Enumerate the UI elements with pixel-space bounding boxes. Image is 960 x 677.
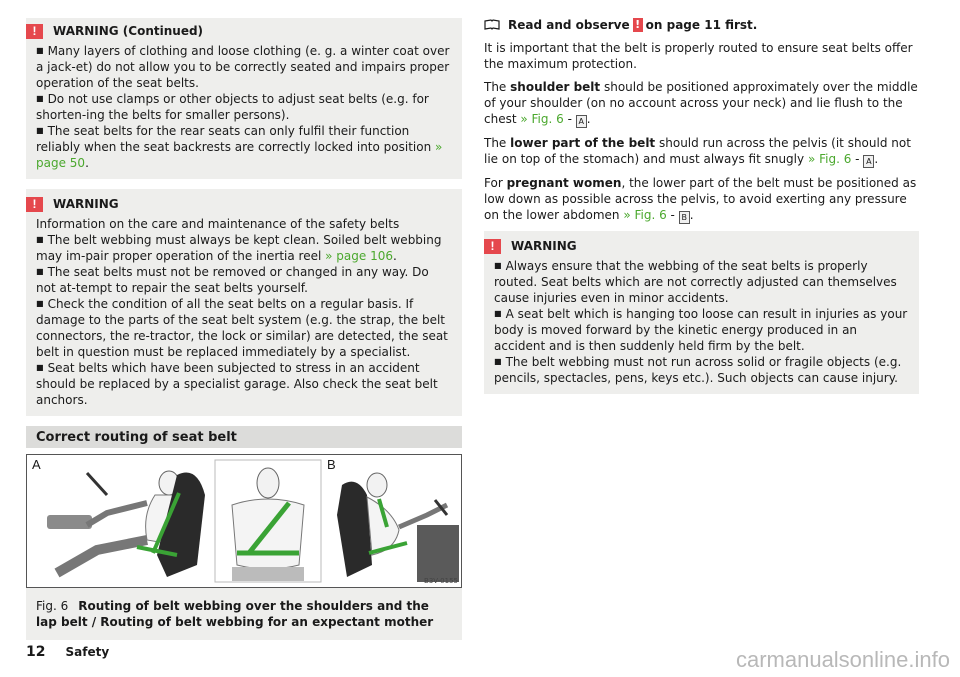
intro-text: on page 11 first. — [645, 18, 758, 32]
warning-item: ■ The seat belts for the rear seats can only fulfil their function reliably when the seat backrests are correctly locked into position » page 50. — [36, 123, 452, 171]
separator: - — [666, 208, 679, 222]
warning-item: ■ Seat belts which have been subjected to stress in an accident should be replaced by a specialist garage. Also check the seat belt anchors. — [36, 360, 452, 408]
warning-icon: ! — [633, 18, 643, 32]
warning-item: ■ Always ensure that the webbing of the seat belts is properly routed. Seat belts which are not correctly adjusted can themselves cause injuries even in minor accidents. — [494, 258, 909, 306]
figure-caption — [26, 588, 462, 634]
read-observe-note — [484, 18, 919, 32]
warning-icon: ! — [26, 197, 43, 212]
warning-body — [36, 216, 452, 408]
paragraph-pregnant: For pregnant women, the lower part of the belt must be positioned as low down as possible across the pelvis, to avoid exerting any pressure on the lower abdomen » Fig. 6 - B . — [484, 176, 917, 222]
section-title: Correct routing of seat belt — [26, 426, 462, 448]
text: The — [484, 80, 507, 94]
paragraph-lower-belt: The lower part of the belt should run across the pelvis (it should not lie on top of the stomach) and must always fit snugly » Fig. 6 - A . — [484, 136, 911, 166]
figure-link[interactable]: » Fig. 6 — [807, 152, 852, 166]
warning-box-routing — [484, 231, 919, 394]
warning-intro: Information on the care and maintenance of the safety belts — [36, 217, 400, 231]
left-column — [26, 18, 462, 640]
warning-item: ■ The belt webbing must always be kept clean. Soiled belt webbing may im-pair proper operation of the inertia reel » page 106. — [36, 232, 452, 264]
panel-ref-box: A — [863, 155, 874, 168]
seat-belt-illustration — [27, 455, 461, 587]
figure-illustration — [26, 454, 462, 588]
warning-title: WARNING — [511, 239, 577, 253]
bold-term: pregnant women — [506, 176, 622, 190]
book-icon — [484, 19, 500, 31]
warning-item-text: ■ The belt webbing must always be kept clean. Soiled belt webbing may im-pair proper operation of the inertia reel — [36, 233, 441, 263]
panel-front-drawing — [215, 460, 321, 582]
warning-item: ■ Check the condition of all the seat belts on a regular basis. If damage to the parts of the seat belt system (e.g. the strap, the belt connectors, the re-tractor, the lock or similar) are detected, the seat belt in question must be replaced immediately by a specialist. — [36, 296, 452, 360]
text: , the lower part of the belt must be positioned as low down as possible across the pelvis, to avoid exerting any pressure on the lower abdomen — [484, 176, 917, 222]
panel-a-drawing — [47, 471, 205, 577]
panel-b-drawing — [325, 460, 459, 582]
warning-icon: ! — [484, 239, 501, 254]
warning-item: ■ Do not use clamps or other objects to adjust seat belts (e.g. for shorten-ing the belts for smaller persons). — [36, 91, 452, 123]
text: should be positioned approximately over the middle of your shoulder (on no account across your neck) and lie flush to the chest — [484, 80, 918, 126]
watermark: carmanualsonline.info — [735, 647, 950, 672]
panel-ref-box: A — [576, 115, 587, 128]
warning-item: ■ The belt webbing must not run across solid or fragile objects (e.g. pencils, spectacles, pens, keys etc.). Such objects can cause injury. — [494, 354, 909, 386]
warning-item: ■ Many layers of clothing and loose clothing (e. g. a winter coat over a jack-et) do not allow you to be correctly seated and impairs proper operation of the seat belts. — [36, 43, 452, 91]
paragraph: It is important that the belt is properly routed to ensure seat belts offer the maximum protection. — [484, 41, 913, 71]
warning-header — [26, 22, 452, 40]
bold-term: shoulder belt — [510, 80, 601, 94]
figure-6 — [26, 454, 462, 640]
warning-continued-box — [26, 18, 462, 179]
separator: - — [851, 152, 864, 166]
panel-label-a: A — [32, 457, 41, 472]
warning-item: ■ A seat belt which is hanging too loose can result in injuries as your body is moved forward by the kinetic energy produced in an accident and is then suddenly held firm by the belt. — [494, 306, 909, 354]
warning-body — [494, 258, 909, 386]
figure-number: Fig. 6 — [36, 599, 69, 613]
page-link[interactable]: » page 106 — [325, 249, 393, 263]
warning-header — [26, 195, 452, 213]
text: The — [484, 136, 507, 150]
warning-title: WARNING — [53, 197, 119, 211]
warning-item-text: ■ The seat belts for the rear seats can only fulfil their function reliably when the seat backrests are correctly locked into position — [36, 124, 431, 154]
warning-body — [36, 43, 452, 171]
warning-box-care — [26, 189, 462, 416]
warning-header — [484, 237, 909, 255]
figure-caption-text: Routing of belt webbing over the shoulders and the lap belt / Routing of belt webbing for an expectant mother — [36, 599, 434, 629]
text: should run across the pelvis (it should not lie on top of the stomach) and must always fit snugly — [484, 136, 911, 166]
panel-label-b: B — [327, 457, 336, 472]
text: For — [484, 176, 503, 190]
separator: - — [563, 112, 576, 126]
page-footer — [26, 644, 109, 660]
panel-ref-box: B — [679, 211, 690, 224]
bold-term: lower part of the belt — [510, 136, 656, 150]
warning-item: ■ The seat belts must not be removed or changed in any way. Do not at-tempt to repair the seat belts yourself. — [36, 264, 452, 296]
intro-text: Read and observe — [508, 18, 630, 32]
paragraph-shoulder-belt: The shoulder belt should be positioned approximately over the middle of your shoulder (on no account across your neck) and lie flush to the chest » Fig. 6 - A . — [484, 80, 918, 126]
section-name: Safety — [65, 645, 110, 659]
figure-link[interactable]: » Fig. 6 — [520, 112, 564, 126]
right-column — [484, 18, 919, 404]
page-number: 12 — [26, 644, 46, 660]
warning-title: WARNING (Continued) — [53, 24, 204, 38]
figure-code: B3V-0155 — [424, 577, 458, 585]
figure-link[interactable]: » Fig. 6 — [623, 208, 667, 222]
page-link[interactable]: » page 50 — [36, 140, 443, 170]
warning-icon: ! — [26, 24, 43, 39]
